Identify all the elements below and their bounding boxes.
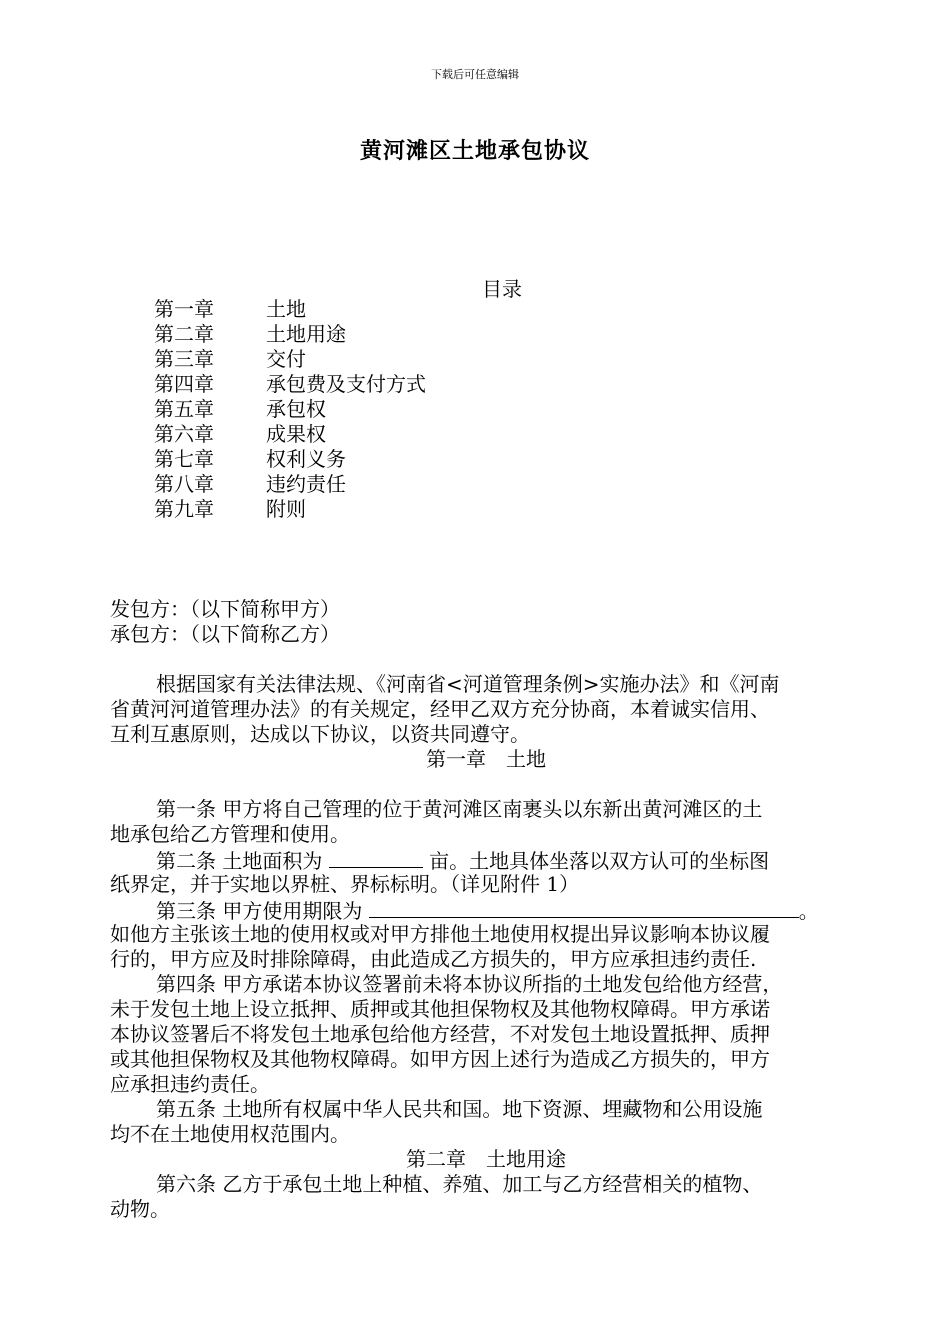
chapter-heading: 第二章 土地用途 (406, 1147, 566, 1171)
party-a-line: 发包方：（以下简称甲方） (110, 597, 340, 621)
body-text (110, 672, 862, 1222)
toc-chapter-name: 附则 (266, 497, 306, 521)
party-b-line: 承包方：（以下简称乙方） (110, 622, 340, 646)
toc-chapter-name: 土地用途 (266, 322, 346, 346)
toc-chapter: 第三章 (154, 347, 214, 371)
toc-heading: 目录 (482, 277, 522, 301)
toc-chapter-name: 承包权 (266, 397, 326, 421)
article-line: 应承担违约责任。 (110, 1072, 270, 1096)
toc-chapter-name: 交付 (266, 347, 306, 371)
toc-item (154, 372, 426, 397)
toc-item (154, 472, 426, 497)
article-line: 第五条 土地所有权属中华人民共和国。地下资源、埋藏物和公用设施 (156, 1097, 763, 1121)
preamble-line: 根据国家有关法律法规、《河南省<河道管理条例>实施办法》和《河南 (156, 672, 780, 696)
toc-chapter-name: 成果权 (266, 422, 326, 446)
toc-item (154, 497, 426, 522)
article-line: 行的，甲方应及时排除障碍，由此造成乙方损失的，甲方应承担违约责任. (110, 947, 757, 971)
article-text: 。 (798, 899, 819, 923)
article-line: 动物。 (110, 1197, 170, 1221)
toc-chapter: 第六章 (154, 422, 214, 446)
parties-block (110, 597, 862, 647)
toc-item (154, 447, 426, 472)
document-title: 黄河滩区土地承包协议 (359, 138, 590, 164)
article-line: 均不在土地使用权范围内。 (110, 1122, 350, 1146)
spacer (110, 772, 862, 797)
article-line: 纸界定，并于实地以界桩、界标标明。（详见附件 1） (110, 872, 580, 896)
chapter-heading: 第一章 土地 (426, 747, 546, 771)
toc-chapter: 第九章 (154, 497, 214, 521)
toc-item (154, 297, 426, 322)
toc-chapter-name: 权利义务 (266, 447, 346, 471)
article-line: 未于发包土地上设立抵押、质押或其他担保物权及其他物权障碍。甲方承诺 (110, 997, 770, 1021)
article-line: 或其他担保物权及其他物权障碍。如甲方因上述行为造成乙方损失的，甲方 (110, 1047, 770, 1071)
toc-chapter: 第一章 (154, 297, 214, 321)
header-note: 下载后可任意编辑 (431, 68, 519, 81)
article-line (110, 847, 862, 872)
toc-item (154, 347, 426, 372)
article-text: 第三条 甲方使用期限为 (156, 899, 369, 923)
article-line: 地承包给乙方管理和使用。 (110, 822, 350, 846)
toc-chapter: 第七章 (154, 447, 214, 471)
toc-chapter: 第四章 (154, 372, 214, 396)
preamble-line: 省黄河河道管理办法》的有关规定，经甲乙双方充分协商，本着诚实信用、 (110, 697, 770, 721)
preamble-line: 互利互惠原则，达成以下协议，以资共同遵守。 (110, 722, 530, 746)
toc-chapter-name: 违约责任 (266, 472, 346, 496)
article-line: 第一条 甲方将自己管理的位于黄河滩区南裹头以东新出黄河滩区的土 (156, 797, 763, 821)
toc-chapter-name: 承包费及支付方式 (266, 372, 426, 396)
article-line: 如他方主张该土地的使用权或对甲方排他土地使用权提出异议影响本协议履 (110, 922, 770, 946)
term-blank-field[interactable] (369, 897, 799, 918)
table-of-contents (154, 297, 426, 522)
toc-item (154, 322, 426, 347)
toc-item (154, 422, 426, 447)
article-line: 第四条 甲方承诺本协议签署前未将本协议所指的土地发包给他方经营， (156, 972, 783, 996)
article-text: 亩。土地具体坐落以双方认可的坐标图 (422, 849, 770, 873)
toc-chapter-name: 土地 (266, 297, 306, 321)
article-text: 第二条 土地面积为 (156, 849, 329, 873)
article-line: 第六条 乙方于承包土地上种植、养殖、加工与乙方经营相关的植物、 (156, 1172, 763, 1196)
area-blank-field[interactable] (329, 847, 423, 868)
article-line (110, 897, 862, 922)
toc-chapter: 第八章 (154, 472, 214, 496)
article-line: 本协议签署后不将发包土地承包给他方经营，不对发包土地设置抵押、质押 (110, 1022, 770, 1046)
toc-chapter: 第二章 (154, 322, 214, 346)
toc-item (154, 397, 426, 422)
toc-chapter: 第五章 (154, 397, 214, 421)
